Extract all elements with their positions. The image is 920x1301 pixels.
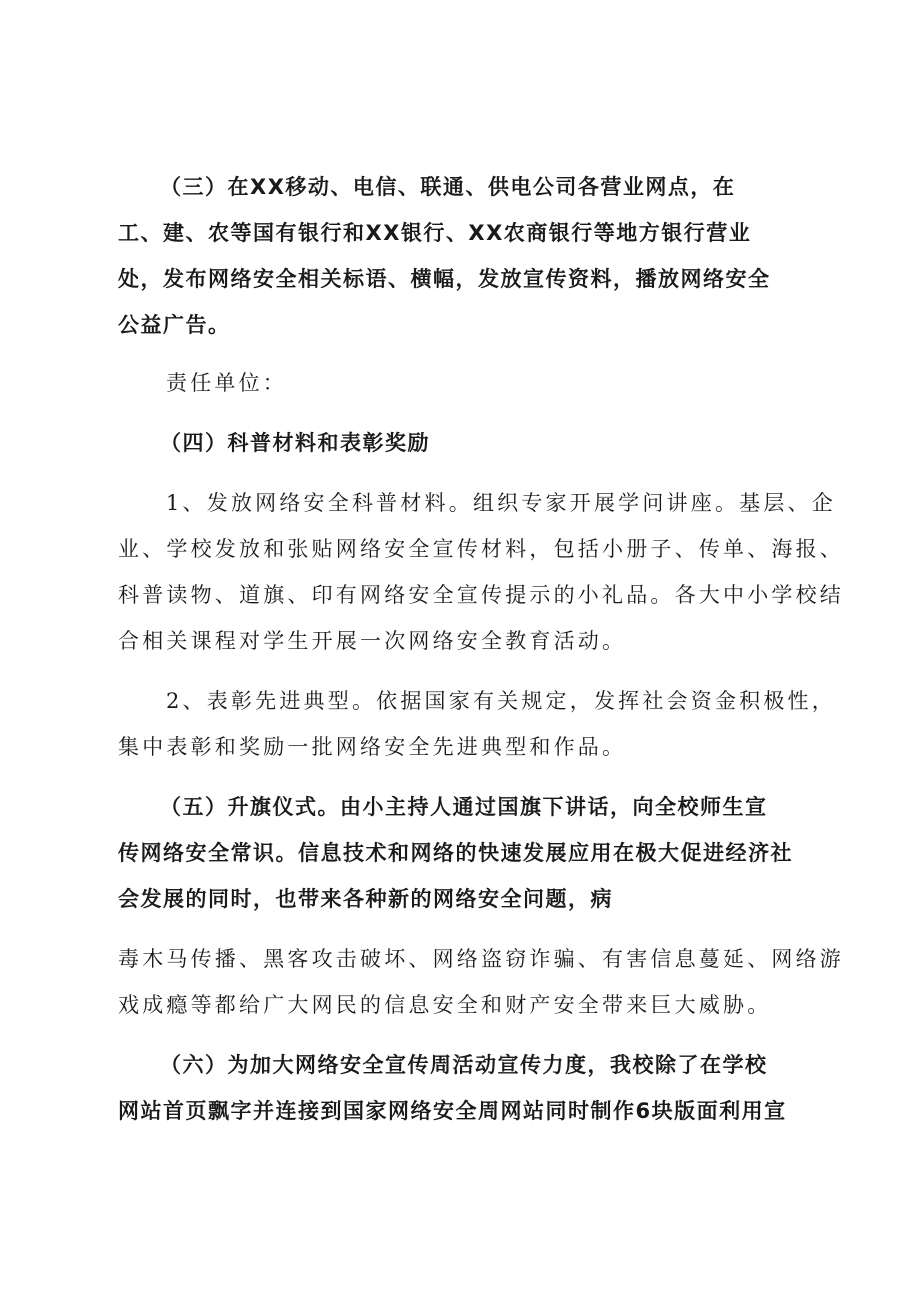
item1-line-4: 合相关课程对学生开展一次网络安全教育活动。 <box>118 629 627 653</box>
section3-line-3: 处，发布网络安全相关标语、横幅，发放宣传资料，播放网络安全 <box>118 267 771 291</box>
section4-heading: （四）科普材料和表彰奖励 <box>160 431 430 455</box>
section5-cont-line-1: 毒木马传播、黑客攻击破坏、网络盗窃诈骗、有害信息蔓延、网络游 <box>118 947 844 971</box>
item1-line-2: 业、学校发放和张贴网络安全宣传材料，包括小册子、传单、海报、 <box>118 537 844 561</box>
item1-line-3: 科普读物、道旗、印有网络安全宣传提示的小礼品。各大中小学校结 <box>118 583 844 607</box>
item2-line-2: 集中表彰和奖励一批网络安全先进典型和作品。 <box>118 735 627 759</box>
section5-line-2: 传网络安全常识。信息技术和网络的快速发展应用在极大促进经济社 <box>118 841 793 865</box>
section3-line-4: 公益广告。 <box>118 313 231 337</box>
item2-line-1: 2、表彰先进典型。依据国家有关规定，发挥社会资金积极性， <box>166 689 836 713</box>
section6-line-2: 网站首页飘字并连接到国家网络安全周网站同时制作6块版面利用宣 <box>118 1099 787 1123</box>
section3-line-1: （三）在XX移动、电信、联通、供电公司各营业网点，在 <box>160 175 736 199</box>
section5-cont-line-2: 戏成瘾等都给广大网民的信息安全和财产安全带来巨大威胁。 <box>118 993 772 1017</box>
section5-line-3: 会发展的同时，也带来各种新的网络安全问题，病 <box>118 887 613 911</box>
section3-line-2: 工、建、农等国有银行和XX银行、XX农商银行等地方银行营业 <box>118 221 752 245</box>
item1-line-1: 1、发放网络安全科普材料。组织专家开展学问讲座。基层、企 <box>166 491 836 515</box>
section6-line-1: （六）为加大网络安全宣传周活动宣传力度，我校除了在学校 <box>160 1053 768 1077</box>
responsibility-label: 责任单位： <box>166 371 287 395</box>
section5-line-1: （五）升旗仪式。由小主持人通过国旗下讲话，向全校师生宣 <box>160 795 768 819</box>
